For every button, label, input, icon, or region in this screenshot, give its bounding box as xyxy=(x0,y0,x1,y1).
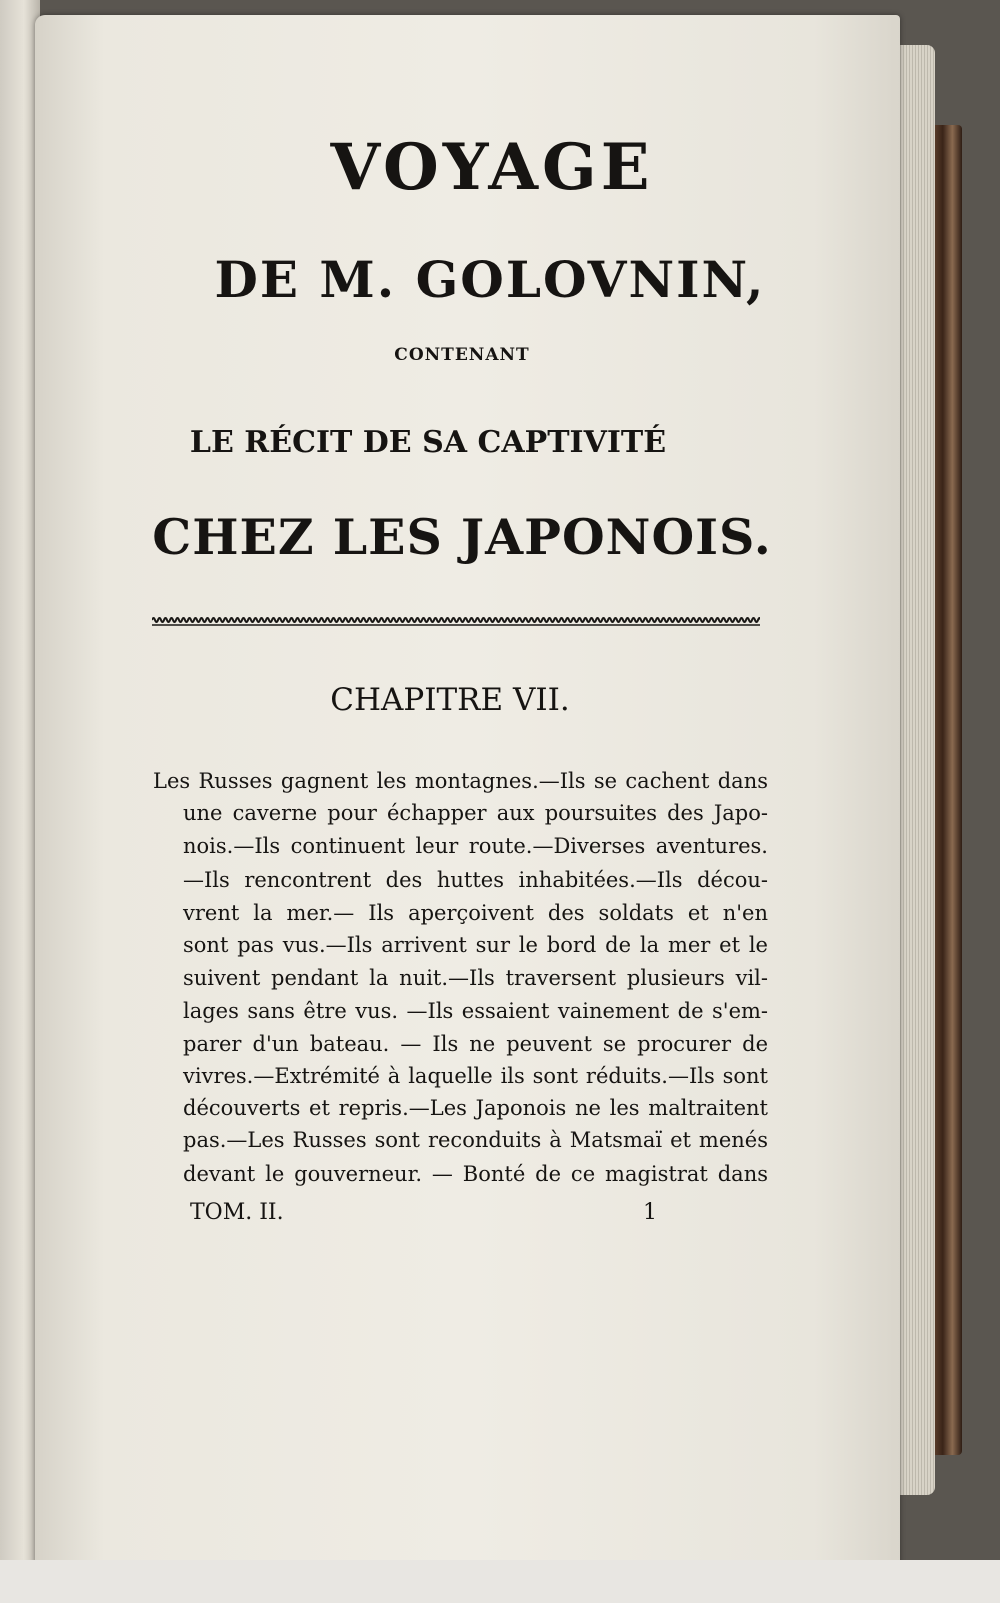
summary-line: sont pas vus.—Ils arrivent sur le bord de la mer et le xyxy=(183,933,768,957)
summary-line: lages sans être vus. —Ils essaient vainement de s'em- xyxy=(183,999,768,1023)
summary-line: une caverne pour échapper aux poursuites des Japo- xyxy=(183,801,768,825)
volume-label: TOM. II. xyxy=(190,1200,284,1225)
summary-line: pas.—Les Russes sont reconduits à Matsmaï et menés xyxy=(183,1128,768,1152)
title-subtitle: LE RÉCIT DE SA CAPTIVITÉ xyxy=(189,425,667,460)
wavy-rule xyxy=(152,616,760,626)
title-japonois: CHEZ LES JAPONOIS. xyxy=(152,508,772,566)
summary-line: Les Russes gagnent les montagnes.—Ils se cachent dans xyxy=(153,769,768,793)
title-voyage: VOYAGE xyxy=(330,130,654,205)
summary-line: vivres.—Extrémité à laquelle ils sont réduits.—Ils sont xyxy=(183,1064,768,1088)
background-surface xyxy=(0,1560,1000,1603)
summary-line: devant le gouverneur. — Bonté de ce magistrat dans xyxy=(183,1162,768,1186)
summary-line: —Ils rencontrent des huttes inhabitées.—Ils décou- xyxy=(183,868,768,892)
title-author: DE M. GOLOVNIN, xyxy=(214,250,766,309)
summary-line: parer d'un bateau. — Ils ne peuvent se procurer de xyxy=(183,1032,768,1056)
summary-line: vrent la mer.— Ils aperçoivent des soldats et n'en xyxy=(183,901,768,925)
facing-page-edge xyxy=(0,0,40,1603)
signature-mark: 1 xyxy=(643,1200,657,1225)
summary-line: découverts et repris.—Les Japonois ne les maltraitent xyxy=(183,1096,768,1120)
title-contenant: CONTENANT xyxy=(394,345,530,365)
summary-line: suivent pendant la nuit.—Ils traversent plusieurs vil- xyxy=(183,966,768,990)
summary-line: nois.—Ils continuent leur route.—Diverses aventures. xyxy=(183,834,768,858)
chapter-heading: CHAPITRE VII. xyxy=(330,682,570,718)
